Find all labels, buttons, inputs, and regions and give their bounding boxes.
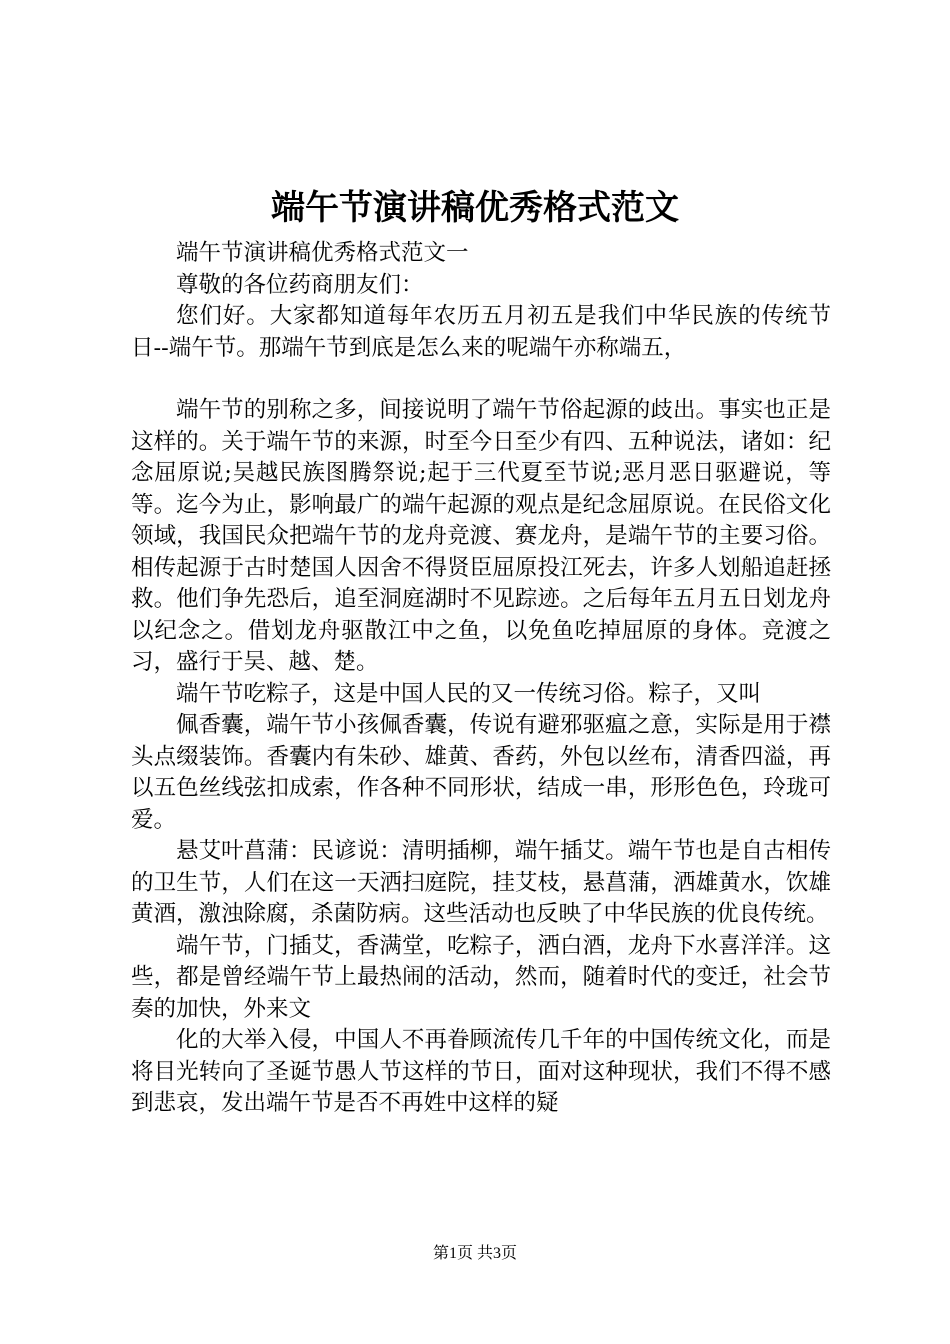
paragraph: 端午节演讲稿优秀格式范文一 [176,240,469,266]
page-footer: 第1页 共3页 [432,1245,517,1262]
paragraph: 端午节的别称之多，间接说明了端午节俗起源的歧出。事实也正是这样的。关于端午节的来源，时至今日至少有四、五种说法，诸如：纪念屈原说;吴越民族图腾祭说;起于三代夏至节说;恶月恶日驱避说，等等。迄今为止，影响最广的端午起源的观点是纪念屈原说。在民俗文化领域，我国民众把端午节的龙舟竞渡、赛龙舟，是端午节的主要习俗。相传起源于古时楚国人因舍不得贤臣屈原投江死去，许多人划船追赶拯救。他们争先恐后，追至洞庭湖时不见踪迹。之后每年五月五日划龙舟以纪念之。借划龙舟驱散江中之鱼，以免鱼吃掉屈原的身体。竞渡之习，盛行于吴、越、楚。 [131,397,831,675]
document-body [131,238,831,1120]
paragraph: 端午节吃粽子，这是中国人民的又一传统习俗。粽子，又叫 [176,680,762,707]
paragraph: 端午节，门插艾，香满堂，吃粽子，洒白酒，龙舟下水喜洋洋。这些，都是曾经端午节上最热闹的活动，然而，随着时代的变迁，社会节奏的加快，外来文 [131,932,831,1022]
paragraph: 化的大举入侵，中国人不再眷顾流传几千年的中国传统文化，而是将目光转向了圣诞节愚人节这样的节日，面对这种现状，我们不得不感到悲哀，发出端午节是否不再姓中这样的疑 [131,1027,831,1116]
paragraph: 佩香囊，端午节小孩佩香囊，传说有避邪驱瘟之意，实际是用于襟头点缀装饰。香囊内有朱砂、雄黄、香药，外包以丝布，清香四溢，再以五色丝线弦扣成索，作各种不同形状，结成一串，形形色色，玲珑可爱。 [131,712,831,833]
paragraph: 悬艾叶菖蒲：民谚说：清明插柳，端午插艾。端午节也是自古相传的卫生节，人们在这一天洒扫庭院，挂艾枝，悬菖蒲，洒雄黄水，饮雄黄酒，激浊除腐，杀菌防病。这些活动也反映了中华民族的优良传统。 [131,838,831,927]
paragraph: 尊敬的各位药商朋友们： [176,271,424,298]
paragraph: 您们好。大家都知道每年农历五月初五是我们中华民族的传统节日--端午节。那端午节到底是怎么来的呢端午亦称端五， [131,303,831,361]
document-title: 端午节演讲稿优秀格式范文 [271,188,679,228]
